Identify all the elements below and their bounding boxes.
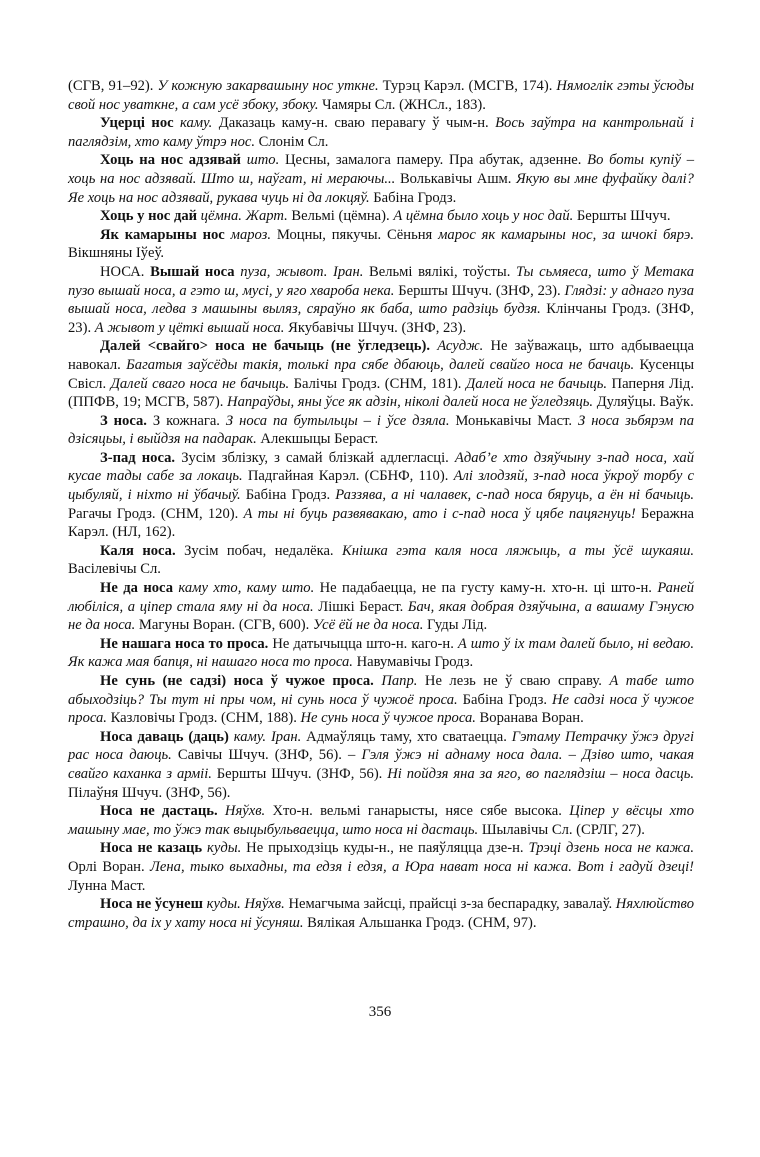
text-run: Пілаўня Шчуч. (ЗНФ, 56).	[68, 784, 231, 801]
italic-text: Бач, якая добрая дзяўчына, а вашаму Гэнусю не да носа.	[68, 598, 694, 634]
text-run: Адмаўляць таму, хто сватаецца.	[301, 728, 512, 745]
entry-paragraph	[68, 635, 694, 672]
italic-text: А ты ні буць развявакаю, ато і с-пад носа ў цябе пацягнуць!	[243, 505, 636, 522]
italic-text: Няхлюйство страшно, да іх у хату носа ні ўсуняш.	[68, 896, 694, 931]
text-run: Не датычыцца што-н. каго-н.	[268, 635, 458, 652]
italic-text: Багатыя заўсёды такія, толькі пра сябе дбаюць, далей свайго носа не бачаць.	[126, 356, 635, 373]
italic-text: марос як камарыны нос, за шчокі бярэ.	[438, 226, 694, 243]
text-run: Клінчаны Гродз. (ЗНФ, 23).	[68, 301, 694, 336]
entry-paragraph	[68, 412, 694, 449]
text-run: Якубавічы Шчуч. (ЗНФ, 23).	[284, 319, 467, 336]
italic-text: Далей сваго носа не бачыць.	[110, 375, 290, 392]
italic-text: каму хто, каму што.	[173, 580, 315, 597]
italic-text: Раней любіліся, а ціпер стала яму ні да носа.	[68, 580, 694, 615]
headword: Вышай носа	[150, 263, 235, 280]
italic-text: А жывот у цёткі вышай носа.	[94, 319, 285, 336]
italic-text: што.	[240, 152, 280, 169]
text-run: Савічы Шчуч. (ЗНФ, 56). –	[171, 747, 362, 764]
text-run: Зусім побач, недалёка.	[175, 542, 343, 559]
text-run: Немагчыма зайсці, прайсці з-за беспарадку, завалаў.	[284, 896, 616, 913]
italic-text: Якую вы мне фуфайку далі? Яе хоць на нос адзявай, рукава чуць ні да локцяў.	[68, 170, 694, 206]
italic-text: Ты сьмяеса, што ў Метака пузо вышай носа, а гэто ш, мусі, у яго хвароба нека.	[68, 263, 694, 299]
italic-text: Напраўды, яны ўсе як адзін, ніколі далей носа не ўгледзяць.	[227, 394, 594, 411]
italic-text: Далей носа не бачыць.	[465, 375, 608, 392]
text-run: Лунна Маст.	[68, 877, 146, 894]
text-run: Турэц Карэл. (МСГВ, 174).	[378, 78, 557, 94]
entry-paragraph	[68, 337, 694, 411]
entry-paragraph	[68, 895, 694, 932]
headword: Далей <свайго> носа не бачыць (не ўгледзець).	[100, 338, 431, 355]
headword: Носа не ўсунеш	[100, 896, 203, 913]
entry-paragraph	[68, 77, 694, 114]
text-run: Дуляўцы. Ваўк.	[593, 394, 694, 411]
italic-text: Нямоглік гэты ўсюды свой нос уваткне, а сам усё збоку, збоку.	[68, 78, 694, 113]
italic-text: Адаб’е хто дзяўчыну з-пад носа, хай кусае тады сабе за локаць.	[68, 449, 695, 485]
text-run: Хто-н. вельмі ганарысты, нясе сябе высока.	[265, 803, 570, 820]
text-run: Навумавічы Гродз.	[352, 654, 474, 671]
text-run: Вікшняны Іўеў.	[68, 245, 165, 262]
text-run: Зусім зблізку, з самай блізкай адлегласці.	[175, 449, 455, 466]
text-run: Падгайная Карэл. (СБНФ, 110).	[242, 468, 454, 485]
italic-text: Няўхв.	[217, 803, 266, 820]
italic-text: Ні пойдзя яна за яго, во паглядзіш – носа дасць.	[387, 765, 695, 782]
text-run: Балічы Гродз. (СНМ, 181).	[289, 375, 466, 392]
text-run: Бабіна Гродз.	[369, 189, 457, 206]
text-run: Монькавічы Маст.	[449, 412, 579, 429]
italic-text: пуза, жывот. Іран.	[234, 263, 364, 280]
text-run: Рагачы Гродз. (СНМ, 120).	[68, 505, 244, 522]
entry-paragraph	[68, 114, 694, 151]
italic-text: Усё ёй не да носа.	[312, 617, 424, 634]
text-run: Воранава Воран.	[475, 710, 584, 727]
italic-text: Кнішка гэта каля носа ляжыць, а ты ўсё шукаяш.	[342, 542, 695, 559]
headword: Як камарыны нос	[100, 226, 225, 243]
text-run: Бершты Шчуч.	[573, 208, 671, 225]
text-run: Даказаць каму-н. сваю перавагу ў чым-н.	[212, 115, 496, 132]
text-run: Цесны, замалога памеру. Пра абутак, адзенне.	[279, 152, 588, 169]
text-run: Бершты Шчуч. (ЗНФ, 23).	[394, 282, 565, 299]
page-number: 356	[368, 1004, 392, 1020]
italic-text: Не сунь носа ў чужое проса.	[300, 710, 476, 727]
headword: Не сунь (не садзі) носа ў чужое проса.	[100, 673, 374, 689]
italic-text: цёмна. Жарт.	[197, 208, 288, 225]
entry-paragraph	[68, 839, 694, 895]
text-run: Бабіна Гродз.	[240, 487, 336, 504]
italic-text: У кожную закарвашыну нос уткне.	[157, 78, 379, 94]
text-run: НОСА.	[100, 263, 151, 280]
italic-text: З носа па бутыльцы – і ўсе дзяла.	[225, 412, 450, 429]
entry-paragraph	[68, 226, 694, 263]
entry-paragraph	[68, 263, 694, 337]
entry-paragraph	[68, 728, 694, 802]
italic-text: А табе што абыходзіць? Ты тут ні пры чом, ні сунь носа ў чужоё проса.	[68, 673, 694, 708]
headword: Носа не дастаць.	[100, 803, 218, 820]
entry-paragraph	[68, 579, 694, 635]
entry-paragraph	[68, 207, 694, 226]
headword: Хоць на нос адзявай	[100, 152, 241, 169]
text-run: Вельмі (цёмна).	[287, 208, 394, 225]
italic-text: Глядзі: у аднаго пуза вышай носа, ледва з машыны выляз, сяраўно як баба, што радзіць будзя.	[68, 282, 695, 318]
text-run: Бабіна Гродз.	[457, 691, 552, 708]
text-run: Васілевічы Сл.	[68, 561, 161, 578]
text-run: Магуны Воран. (СГВ, 600).	[135, 617, 313, 634]
headword: З носа.	[100, 412, 147, 429]
headword: Носа не казаць	[100, 840, 203, 857]
italic-text: Папр.	[373, 673, 418, 689]
italic-text: А цёмна было хоць у нос дай.	[393, 208, 574, 225]
text-run: Беражна Карэл. (НЛ, 162).	[68, 505, 694, 541]
text-run: Кусенцы Свісл.	[68, 356, 695, 392]
text-run: Слонім Сл.	[255, 133, 329, 150]
headword: З-пад носа.	[100, 449, 176, 466]
text-run: Вялікая Альшанка Гродз. (СНМ, 97).	[303, 914, 537, 931]
entry-paragraph	[68, 542, 694, 579]
italic-text: Во боты купіў – хоць на нос адзявай. Што ш, наўгат, ні мераючы...	[68, 152, 694, 187]
headword: Уцерці нос	[100, 115, 174, 132]
text-run: Орлі Воран.	[68, 858, 151, 875]
text-run: Лішкі Бераст.	[313, 598, 408, 615]
entry-paragraph	[68, 802, 694, 839]
text-run: Волькавічы Ашм.	[395, 170, 517, 187]
text-run: Не падабаецца, не па густу каму-н. хто-н. ці што-н.	[314, 580, 658, 597]
text-run: Гуды Лід.	[423, 617, 488, 634]
headword: Не нашага носа то проса.	[100, 635, 269, 652]
italic-text: Асудж.	[430, 338, 484, 355]
italic-text: Лена, тыко выхадны, та едзя і едзя, а Юра нават носа ні кажа. Вот і гадуй дзеці!	[150, 858, 694, 875]
italic-text: Алі злодзяй, з-пад носа ўкроў торбу с цыбуляй, і ніхто ні ўбачыў.	[68, 468, 694, 504]
text-body	[68, 77, 694, 932]
text-run: Чамяры Сл. (ЖНСл., 183).	[318, 96, 486, 113]
entry-paragraph	[68, 672, 694, 728]
italic-text: каму. Іран.	[228, 728, 302, 745]
entry-paragraph	[68, 449, 694, 542]
text-run: Не лезь не ў сваю справу.	[417, 673, 610, 689]
italic-text: Гэля ўжэ ні аднаму носа дала. – Дзіво што, чакая свайго каханка з арміі.	[68, 747, 694, 782]
text-run: Вельмі вялікі, тоўсты.	[363, 263, 517, 280]
italic-text: Не садзі носа ў чужое проса.	[68, 691, 695, 727]
headword: Каля носа.	[100, 542, 176, 559]
italic-text: каму.	[173, 115, 213, 132]
text-run: Алекшыцы Бераст.	[256, 431, 379, 448]
italic-text: Гэтаму Петрачку ўжэ другі рас носа даюць.	[68, 728, 695, 764]
text-run: Казловічы Гродз. (СНМ, 188).	[106, 710, 301, 727]
text-run: Моцны, пякучы. Сёньня	[271, 226, 439, 243]
headword: Носа даваць (даць)	[100, 728, 229, 745]
italic-text: куды. Няўхв.	[202, 896, 285, 913]
italic-text: мароз.	[224, 226, 271, 243]
headword: Не да носа	[100, 580, 173, 597]
italic-text: А што ў іх там далей было, ні ведаю. Як кажа мая бапця, ні нашаго носа то проса.	[68, 635, 694, 671]
entry-paragraph	[68, 151, 694, 207]
text-run: З кожнага.	[146, 412, 226, 429]
text-run: (СГВ, 91–92).	[68, 78, 158, 94]
italic-text: З носа зьбярэм па дзісяцьы, і выйдзя на падарак.	[68, 412, 695, 448]
text-run: Не заўважаць, што адбываецца навокал.	[68, 338, 694, 373]
italic-text: Раззява, а ні чалавек, с-пад носа бяруць, а ён ні бачыць.	[335, 487, 694, 504]
text-run: Шылавічы Сл. (СРЛГ, 27).	[478, 821, 645, 838]
text-run: Паперня Лід. (ППФВ, 19; МСГВ, 587).	[68, 375, 694, 411]
text-run: Бершты Шчуч. (ЗНФ, 56).	[211, 765, 388, 782]
italic-text: Трэці дзень носа не кажа.	[528, 840, 694, 857]
italic-text: Вось заўтра на кантрольнай і паглядзім, хто каму ўтрэ нос.	[68, 115, 694, 150]
italic-text: Ціпер у вёсцы хто машыну мае, то ўжэ так выцыбульваецца, што носа ні дастаць.	[68, 803, 694, 838]
headword: Хоць у нос дай	[100, 208, 198, 225]
italic-text: куды.	[202, 840, 242, 857]
text-run: Не прыходзіць куды-н., не паяўляцца дзе-н.	[241, 840, 529, 857]
